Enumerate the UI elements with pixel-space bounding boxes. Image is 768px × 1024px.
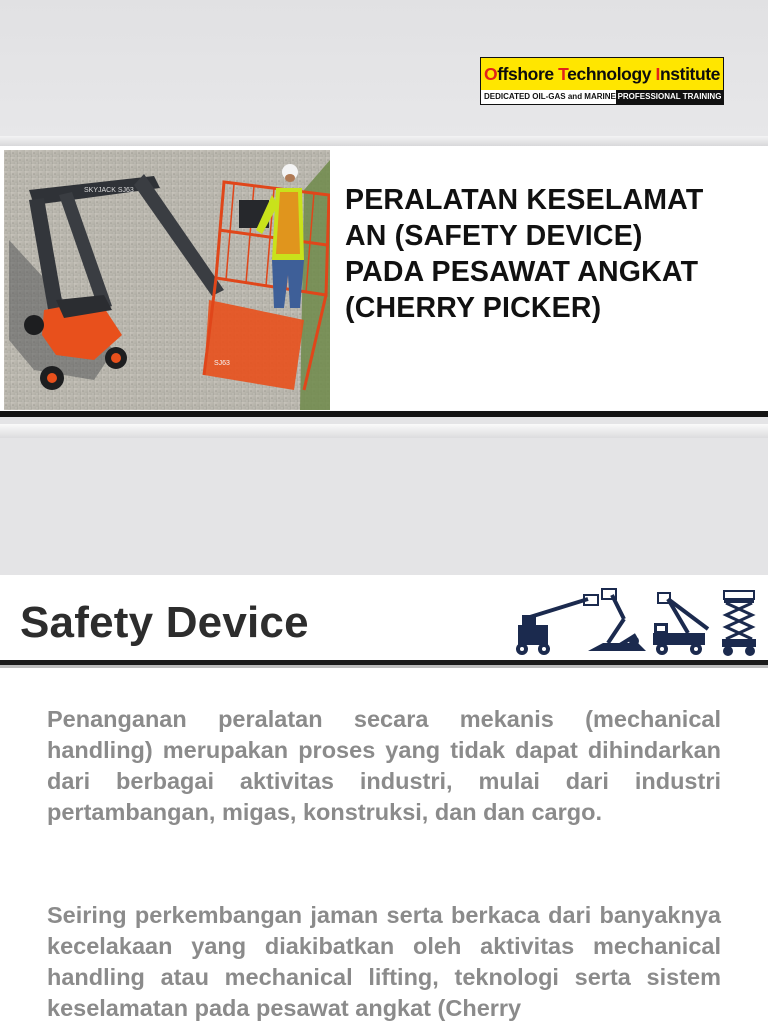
boom-lift-icon [516,595,598,655]
slide-gap [0,575,768,579]
scissor-lift-icon [722,591,756,656]
logo-tagline [481,90,723,104]
logo-tagline-right: PROFESSIONAL TRAINING [616,90,723,104]
truck-mounted-lift-icon [653,593,708,655]
body-paragraph-2: Seiring perkembangan jaman serta berkaca dari banyaknya kecelakaan yang diakibatkan oleh aktivitas mechanical handling atau mechanical lifting, teknologi serta sistem keselamatan pada pesawat angkat (Cherry [47,902,721,1021]
slide-title-divider-shadow [0,665,768,668]
logo-tagline-left: DEDICATED OIL-GAS and MARINE [481,90,616,104]
offshore-technology-institute-logo [480,57,724,105]
title-divider [0,411,768,417]
title-divider-shadow [0,424,768,438]
boom-label: SKYJACK SJ63 [84,187,134,194]
basket-label: SJ63 [214,360,230,367]
body-paragraph-1: Penanganan peralatan secara mekanis (mechanical handling) merupakan proses yang tidak dapat dihindarkan dari berbagai aktivitas industri, mulai dari industri pertambangan, migas, konstruksi, dan dan cargo. [47,706,721,825]
logo-wordmark: Offshore Technology Institute [483,64,721,84]
slide-title: Safety Device [20,598,309,647]
aerial-lift-icons [508,585,758,660]
articulating-lift-icon [588,589,646,651]
header-separator [0,136,768,146]
cherry-picker-photo [4,150,330,410]
presentation-title: PERALATAN KESELAMAT AN (SAFETY DEVICE) PADA PESAWAT ANGKAT (CHERRY PICKER) [345,184,704,324]
